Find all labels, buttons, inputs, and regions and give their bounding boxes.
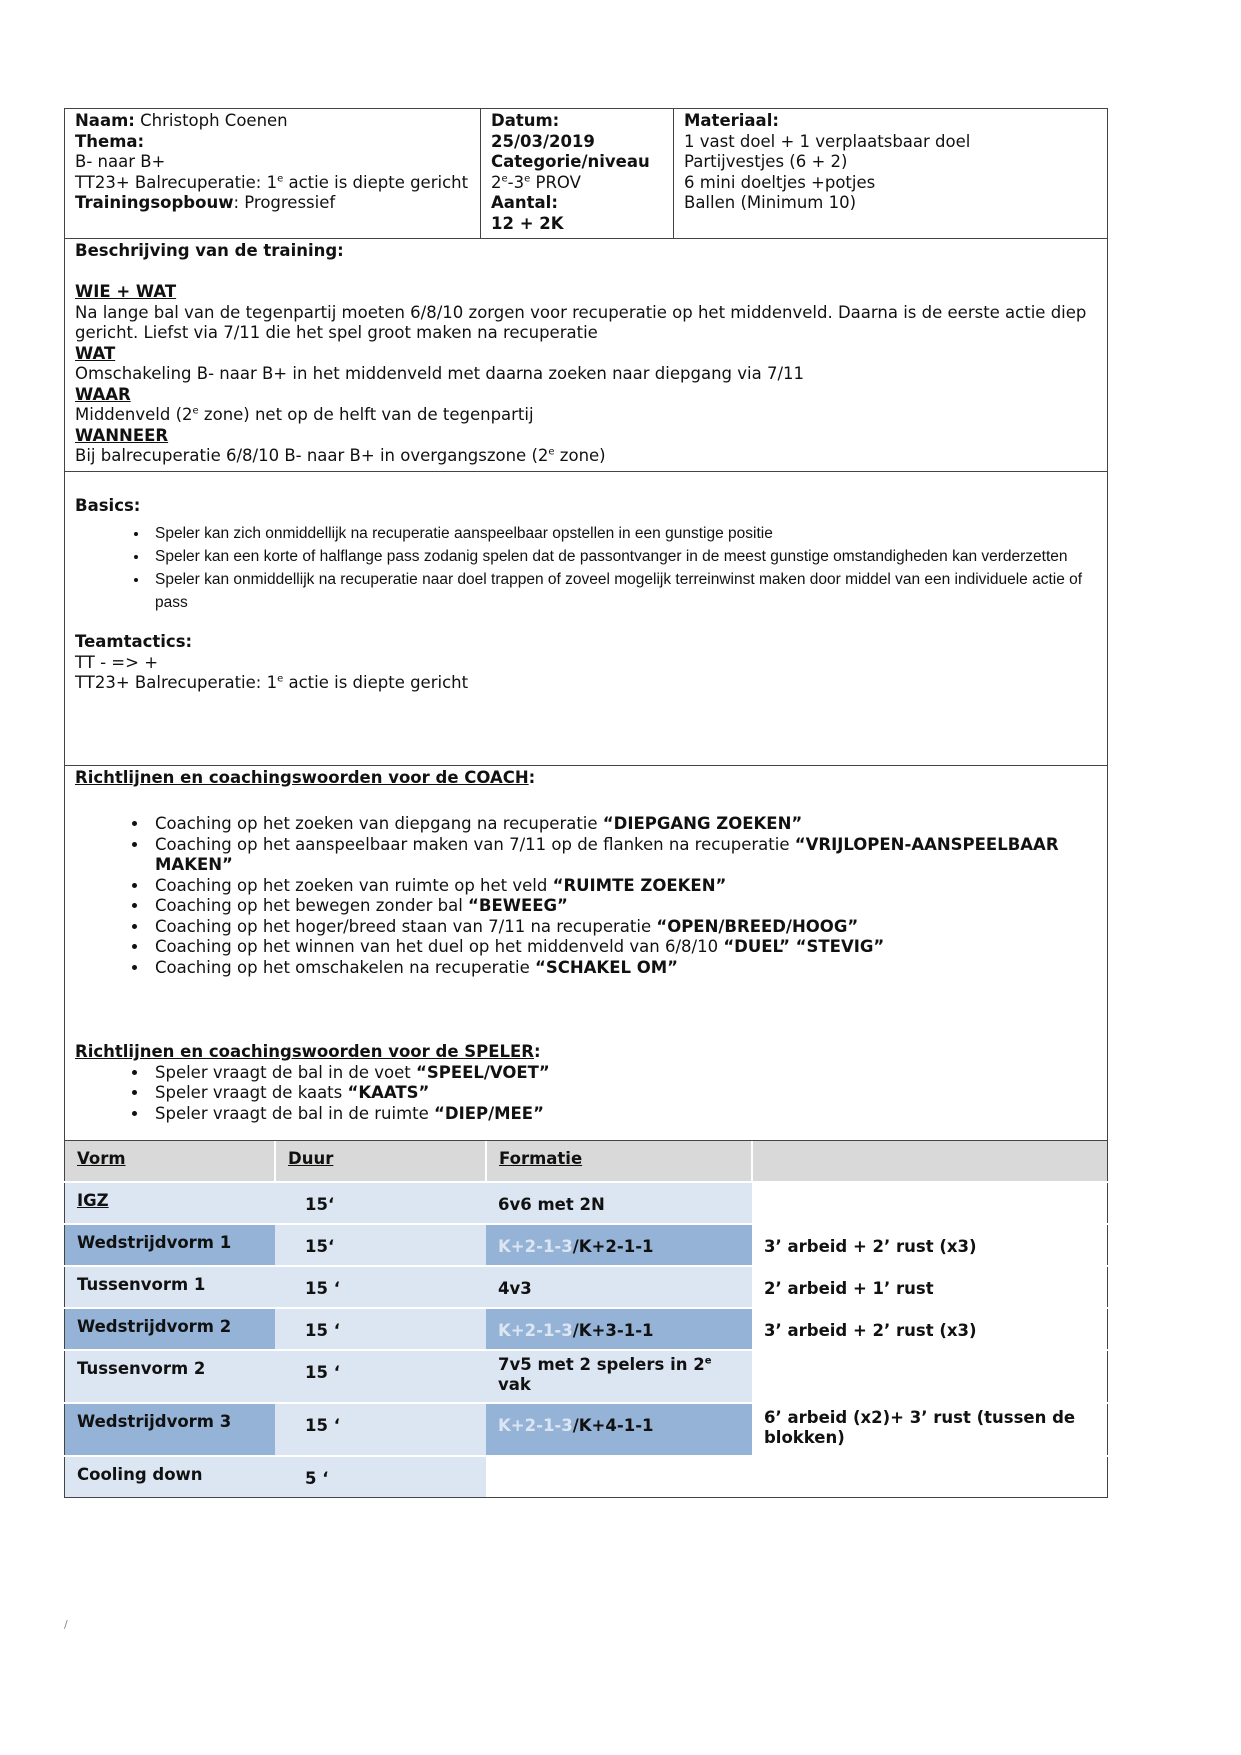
row-extra: 3’ arbeid + 2’ rust (x3) bbox=[764, 1320, 977, 1340]
schedule-row bbox=[65, 1308, 1108, 1350]
speler-item-text: Speler vraagt de bal in de voet bbox=[155, 1062, 416, 1082]
basics-section bbox=[65, 471, 1108, 765]
row-duur: 15‘ bbox=[305, 1194, 335, 1214]
header-vorm: Vorm bbox=[77, 1148, 126, 1168]
schedule-row bbox=[65, 1456, 1108, 1498]
aantal-value: 12 + 2K bbox=[491, 213, 564, 233]
coach-item bbox=[149, 835, 1097, 876]
schedule-row bbox=[65, 1403, 1108, 1456]
sup: e bbox=[704, 1355, 712, 1366]
thema-line2-post: actie is diepte gericht bbox=[283, 172, 469, 192]
teamtactics-label: Teamtactics: bbox=[75, 632, 193, 651]
categorie-c: PROV bbox=[530, 172, 581, 192]
row-formatie: /K+2-1-1 bbox=[572, 1236, 654, 1256]
row-vorm: Wedstrijdvorm 3 bbox=[77, 1411, 232, 1431]
coach-item bbox=[149, 958, 1097, 979]
waar-label: WAAR bbox=[75, 384, 131, 404]
schedule-row bbox=[65, 1182, 1108, 1224]
thema-line1: B- naar B+ bbox=[75, 152, 166, 171]
opbouw-value: : Progressief bbox=[233, 193, 336, 212]
materiaal-cell bbox=[674, 109, 1108, 239]
schedule-row bbox=[65, 1350, 1108, 1403]
wanneer-text-post: zone) bbox=[554, 446, 606, 465]
thema-label: Thema: bbox=[75, 131, 145, 151]
naam-label: Naam: bbox=[75, 111, 135, 130]
materiaal-label: Materiaal: bbox=[684, 111, 779, 130]
materiaal-item: 6 mini doeltjes +potjes bbox=[684, 172, 876, 192]
speler-title: Richtlijnen en coachingswoorden voor de SPELER bbox=[75, 1042, 535, 1061]
row-vorm: Wedstrijdvorm 2 bbox=[77, 1316, 232, 1336]
coach-item-text: Coaching op het winnen van het duel op het middenveld van 6/8/10 bbox=[155, 937, 724, 956]
coach-item-text: Coaching op het bewegen zonder bal bbox=[155, 896, 469, 915]
basics-item: • Speler kan een korte of halflange pass zodanig spelen dat de passontvanger in de meest gunstige omstandigheden kan verderzetten bbox=[149, 545, 1097, 568]
basics-title: Basics: bbox=[75, 495, 141, 515]
sup: e bbox=[277, 173, 284, 184]
row-duur: 15‘ bbox=[305, 1236, 335, 1256]
beschrijving-title: Beschrijving van de training: bbox=[75, 241, 344, 260]
row-formatie: 7v5 met 2 spelers in 2 bbox=[498, 1354, 705, 1374]
coach-item-keyword: “BEWEEG” bbox=[468, 896, 568, 915]
coach-item-keyword: “VRIJLOPEN-AANSPEELBAAR MAKEN” bbox=[155, 834, 1059, 874]
row-vorm: IGZ bbox=[77, 1190, 109, 1210]
coach-item bbox=[149, 937, 1097, 958]
basics-item: • Speler kan zich onmiddellijk na recuperatie aanspeelbaar opstellen in een gunstige positie bbox=[149, 522, 1097, 545]
coach-item bbox=[149, 917, 1097, 938]
speler-item bbox=[149, 1083, 1097, 1104]
tt-line1: TT - => + bbox=[75, 652, 159, 672]
schedule-row bbox=[65, 1224, 1108, 1266]
coach-list bbox=[75, 814, 1097, 978]
speler-item bbox=[149, 1063, 1097, 1084]
coach-item bbox=[149, 876, 1097, 897]
materiaal-item: Ballen (Minimum 10) bbox=[684, 193, 857, 212]
wat-text: Omschakeling B- naar B+ in het middenveld met daarna zoeken naar diepgang via 7/11 bbox=[75, 364, 804, 383]
schedule-row bbox=[65, 1266, 1108, 1308]
basics-list bbox=[75, 522, 1097, 614]
coach-item-text: Coaching op het hoger/breed staan van 7/11 na recuperatie bbox=[155, 916, 657, 936]
tt-line2: TT23+ Balrecuperatie: 1 bbox=[75, 673, 278, 692]
opbouw-label: Trainingsopbouw bbox=[75, 193, 234, 212]
row-duur: 15 ‘ bbox=[305, 1278, 340, 1298]
wanneer-label: WANNEER bbox=[75, 425, 169, 445]
coaching-section bbox=[65, 765, 1108, 1140]
speler-item-keyword: “DIEP/MEE” bbox=[434, 1103, 544, 1123]
row-formatie-post: vak bbox=[498, 1375, 531, 1394]
footer-mark: / bbox=[64, 1618, 68, 1631]
speler-colon: : bbox=[534, 1042, 541, 1061]
thema-line2: TT23+ Balrecuperatie: 1 bbox=[75, 172, 278, 192]
datum-label: Datum: bbox=[491, 111, 560, 130]
row-duur: 15 ‘ bbox=[305, 1362, 340, 1382]
row-formatie: /K+4-1-1 bbox=[572, 1415, 654, 1435]
naam-thema-cell bbox=[65, 109, 481, 239]
datum-value: 25/03/2019 bbox=[491, 131, 595, 151]
speler-item-text: Speler vraagt de bal in de ruimte bbox=[155, 1103, 435, 1123]
sup: e bbox=[524, 173, 531, 184]
wanneer-text: Bij balrecuperatie 6/8/10 B- naar B+ in overgangszone (2 bbox=[75, 446, 549, 465]
row-formatie: /K+3-1-1 bbox=[572, 1320, 654, 1340]
coach-item bbox=[149, 896, 1097, 917]
speler-item-keyword: “SPEEL/VOET” bbox=[416, 1062, 550, 1082]
speler-list bbox=[75, 1063, 1097, 1125]
waar-text-post: zone) net op de helft van de tegenpartij bbox=[198, 405, 534, 424]
coach-item-text: Coaching op het zoeken van ruimte op het veld bbox=[155, 875, 553, 895]
row-formatie-highlight: K+2-1-3 bbox=[498, 1236, 573, 1256]
row-formatie: 6v6 met 2N bbox=[498, 1194, 605, 1214]
sup: e bbox=[277, 673, 284, 685]
speler-item-text: Speler vraagt de kaats bbox=[155, 1083, 348, 1102]
row-formatie: 4v3 bbox=[498, 1278, 532, 1298]
header-table bbox=[64, 108, 1108, 1141]
row-duur: 5 ‘ bbox=[305, 1468, 329, 1488]
coach-item-text: Coaching op het aanspeelbaar maken van 7/11 op de flanken na recuperatie bbox=[155, 834, 795, 854]
coach-colon: : bbox=[528, 767, 536, 787]
row-extra: 6’ arbeid (x2)+ 3’ rust (tussen de blokken) bbox=[764, 1407, 1076, 1447]
training-sheet bbox=[64, 108, 1108, 1498]
header-duur: Duur bbox=[288, 1148, 334, 1168]
row-extra: 2’ arbeid + 1’ rust bbox=[764, 1278, 934, 1298]
sup: e bbox=[501, 173, 508, 184]
speler-item bbox=[149, 1104, 1097, 1125]
header-formatie: Formatie bbox=[499, 1148, 583, 1168]
wie-wat-label: WIE + WAT bbox=[75, 282, 177, 301]
coach-item-keyword: “DIEPGANG ZOEKEN” bbox=[602, 814, 803, 833]
sup: e bbox=[192, 405, 199, 417]
coach-item-keyword: “OPEN/BREED/HOOG” bbox=[656, 916, 859, 936]
row-duur: 15 ‘ bbox=[305, 1320, 340, 1340]
categorie-b: -3 bbox=[507, 172, 525, 192]
sup: e bbox=[548, 446, 555, 458]
beschrijving-section bbox=[65, 239, 1108, 472]
coach-item bbox=[149, 814, 1097, 835]
categorie-label: Categorie/niveau bbox=[491, 152, 650, 171]
row-extra: 3’ arbeid + 2’ rust (x3) bbox=[764, 1236, 977, 1256]
wat-label: WAT bbox=[75, 343, 116, 363]
basics-item: • Speler kan onmiddellijk na recuperatie naar doel trappen of zoveel mogelijk terreinwinst maken door middel van een individuele actie of pass bbox=[149, 568, 1097, 614]
row-vorm: Tussenvorm 1 bbox=[77, 1274, 206, 1294]
row-vorm: Wedstrijdvorm 1 bbox=[77, 1232, 232, 1252]
row-vorm: Tussenvorm 2 bbox=[77, 1358, 206, 1378]
row-duur: 15 ‘ bbox=[305, 1415, 340, 1435]
wie-wat-text: Na lange bal van de tegenpartij moeten 6/8/10 zorgen voor recuperatie op het middenveld. Daarna is de eerste actie diep gericht. Liefst via 7/11 die het spel groot maken na recuperatie bbox=[75, 302, 1087, 342]
schedule-table bbox=[64, 1141, 1108, 1499]
datum-cell bbox=[481, 109, 674, 239]
naam-value: Christoph Coenen bbox=[134, 111, 288, 130]
schedule-header-row bbox=[65, 1141, 1108, 1182]
materiaal-item: Partijvestjes (6 + 2) bbox=[684, 152, 848, 171]
coach-item-keyword: “DUEL” “STEVIG” bbox=[723, 937, 885, 956]
row-vorm: Cooling down bbox=[77, 1464, 203, 1484]
coach-title: Richtlijnen en coachingswoorden voor de COACH bbox=[75, 767, 529, 787]
speler-item-keyword: “KAATS” bbox=[347, 1083, 430, 1102]
materiaal-item: 1 vast doel + 1 verplaatsbaar doel bbox=[684, 131, 971, 151]
coach-item-keyword: “RUIMTE ZOEKEN” bbox=[552, 875, 727, 895]
tt-line2-post: actie is diepte gericht bbox=[283, 673, 469, 692]
row-formatie-highlight: K+2-1-3 bbox=[498, 1415, 573, 1435]
coach-item-text: Coaching op het omschakelen na recuperatie bbox=[155, 957, 535, 977]
aantal-label: Aantal: bbox=[491, 193, 558, 212]
waar-text: Middenveld (2 bbox=[75, 405, 193, 424]
coach-item-keyword: “SCHAKEL OM” bbox=[535, 957, 679, 977]
row-formatie-highlight: K+2-1-3 bbox=[498, 1320, 573, 1340]
coach-item-text: Coaching op het zoeken van diepgang na recuperatie bbox=[155, 814, 603, 833]
categorie-a: 2 bbox=[491, 172, 502, 192]
